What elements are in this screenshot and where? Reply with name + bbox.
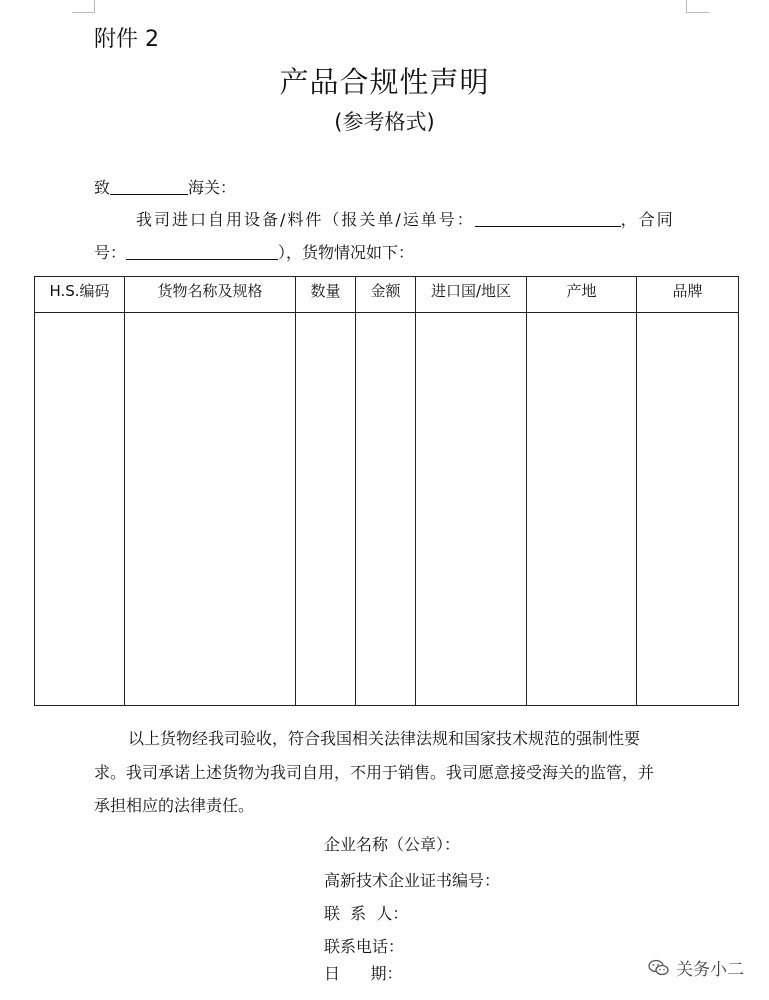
addressee-suffix: 海关： — [188, 178, 237, 197]
contact-phone-label: 联系电话： — [324, 937, 405, 956]
header-brand: 品牌 — [637, 277, 739, 313]
declaration-line-3: 承担相应的法律责任。 — [94, 796, 255, 815]
declaration-number-blank — [475, 211, 621, 227]
declaration-line-1: 以上货物经我司验收，符合我国相关法律法规和国家技术规范的强制性要 — [128, 729, 641, 748]
intro-line-2 — [94, 243, 414, 263]
header-import-country: 进口国/地区 — [416, 277, 527, 313]
header-amount: 金额 — [356, 277, 416, 313]
intro-contract-label: ，合同 — [620, 210, 675, 229]
table-cell — [125, 313, 296, 706]
wechat-icon — [648, 959, 670, 977]
goods-table — [34, 276, 739, 706]
intro-line-1 — [136, 210, 675, 230]
document-title: 产品合规性声明 — [279, 65, 490, 99]
header-goods-name: 货物名称及规格 — [125, 277, 296, 313]
header-origin: 产地 — [527, 277, 637, 313]
attachment-label: 附件 2 — [94, 27, 159, 52]
customs-name-blank — [110, 179, 188, 195]
table-cell — [296, 313, 356, 706]
document-subtitle: (参考格式) — [334, 110, 435, 134]
date-label: 日 期： — [324, 964, 403, 983]
table-cell — [527, 313, 637, 706]
contact-person-label: 联 系 人： — [324, 904, 409, 923]
page-corner-mark-left — [72, 0, 95, 13]
declaration-line-2: 求。我司承诺上述货物为我司自用，不用于销售。我司愿意接受海关的监管，并 — [94, 763, 655, 782]
intro-text: 我司进口自用设备/料件（报关单/运单号： — [136, 210, 475, 229]
header-hs-code: H.S.编码 — [35, 277, 125, 313]
table-cell — [356, 313, 416, 706]
table-cell — [35, 313, 125, 706]
page-corner-mark-right — [686, 0, 709, 13]
table-cell — [637, 313, 739, 706]
contract-number-label: 号： — [94, 243, 127, 262]
goods-intro: ），货物情况如下： — [278, 243, 415, 262]
table-row — [35, 313, 739, 706]
addressee-prefix: 致 — [94, 178, 111, 197]
watermark — [648, 955, 744, 980]
watermark-text: 关务小二 — [676, 960, 744, 980]
company-name-label: 企业名称（公章）： — [324, 835, 461, 854]
table-header-row — [35, 277, 739, 313]
addressee-line — [94, 178, 236, 198]
header-quantity: 数量 — [296, 277, 356, 313]
certificate-number-label: 高新技术企业证书编号： — [324, 871, 501, 890]
table-cell — [416, 313, 527, 706]
contract-number-blank — [126, 244, 278, 260]
